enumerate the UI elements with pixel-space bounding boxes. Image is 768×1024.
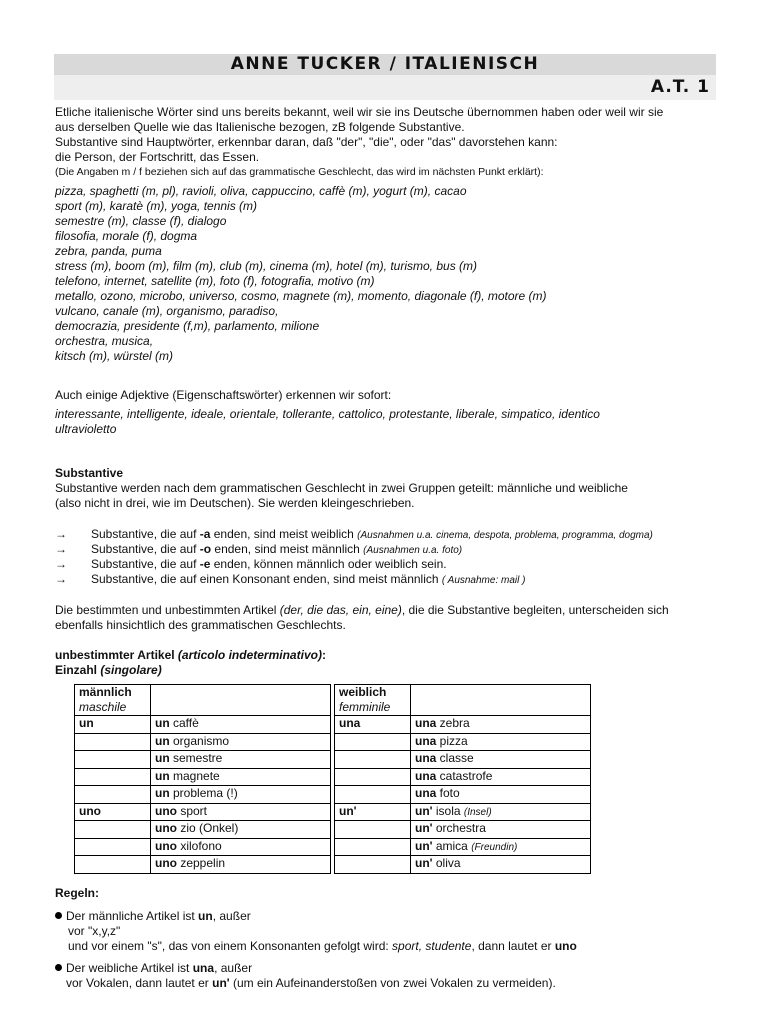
article-cell [335,751,411,769]
articles-paragraph [55,603,725,633]
example-cell: un' oliva [411,856,591,874]
substantive-section [55,466,725,511]
article-cell [75,768,151,786]
article-cell [335,856,411,874]
article-cell: un [75,716,151,734]
noun-line: sport (m), karatè (m), yoga, tennis (m) [55,199,258,213]
article-cell [335,768,411,786]
noun-line: semestre (m), classe (f), dialogo [55,214,227,228]
article-cell [75,733,151,751]
gender-rules-list [55,527,725,587]
feminine-article-table [334,684,591,874]
example-cell: una catastrofe [411,768,591,786]
intro-line: die Person, der Fortschritt, das Essen. [55,150,260,164]
adjective-list [55,407,725,437]
table-row [75,768,331,786]
table-row [335,821,591,839]
arrow-icon: → [55,527,67,541]
gender-rule: → Substantive, die auf -a enden, sind meist weiblich (Ausnahmen u.a. cinema, despota, problema, programma, dogma) [55,527,653,541]
table-row [75,856,331,874]
empty-header-cell [151,685,331,716]
rule-masculine: Der männliche Artikel ist un, außer vor "x,y,z" und vor einem "s", das von einem Konsonanten gefolgt wird: sport, studente, dann lautet er uno [55,909,725,954]
article-cell: una [335,716,411,734]
masculine-article-table [74,684,331,874]
document-code: A.T. 1 [650,77,710,97]
adjective-line: ultravioletto [55,422,117,436]
table-header-row [75,685,331,716]
intro-paragraph [55,105,725,180]
article-cell [335,786,411,804]
adjective-line: interessante, intelligente, ideale, orientale, tollerante, cattolico, protestante, liberale, simpatico, identico [55,407,600,421]
page-title: ANNE TUCKER / ITALIENISCH [230,54,540,74]
arrow-icon: → [55,542,67,556]
article-cell [335,733,411,751]
article-cell [75,751,151,769]
table-row [335,733,591,751]
noun-line: democrazia, presidente (f,m), parlamento, milione [55,319,320,333]
intro-note: (Die Angaben m / f beziehen sich auf das grammatische Geschlecht, das wird im nächsten Punkt erklärt): [55,166,544,178]
substantive-line: Substantive werden nach dem grammatischen Geschlecht in zwei Gruppen geteilt: männliche und weibliche [55,481,628,495]
rules-heading: Regeln: [55,886,100,900]
example-cell: un problema (!) [151,786,331,804]
article-cell: un' [335,803,411,821]
article-cell [75,856,151,874]
table-row [75,733,331,751]
example-cell: un semestre [151,751,331,769]
table-row [75,786,331,804]
intro-line: aus derselben Quelle wie das Italienische bezogen, zB folgende Substantive. [55,120,465,134]
example-cell: una classe [411,751,591,769]
example-cell: uno sport [151,803,331,821]
example-cell: uno xilofono [151,838,331,856]
example-cell: un' orchestra [411,821,591,839]
intro-line: Substantive sind Hauptwörter, erkennbar daran, daß "der", "die", oder "das" davorstehen kann: [55,135,558,149]
substantive-line: (also nicht in drei, wie im Deutschen). Sie werden kleingeschrieben. [55,496,415,510]
table-header-row [335,685,591,716]
articles-line: ebenfalls hinsichtlich des grammatischen Geschlechts. [55,618,346,632]
table-row [75,751,331,769]
example-cell: uno zeppelin [151,856,331,874]
rule-feminine: Der weibliche Artikel ist una, außer vor Vokalen, dann lautet er un' (um ein Aufeinanderstoßen von zwei Vokalen zu vermeiden). [55,961,725,991]
table-row [75,821,331,839]
example-cell: un' amica (Freundin) [411,838,591,856]
gender-header: männlich maschile [75,685,151,716]
article-cell [335,821,411,839]
table-row [335,786,591,804]
gender-rule: → Substantive, die auf einen Konsonant enden, sind meist männlich ( Ausnahme: mail ) [55,572,526,586]
example-cell: un magnete [151,768,331,786]
article-cell [75,821,151,839]
table-row [335,751,591,769]
noun-line: orchestra, musica, [55,334,154,348]
rules-section [55,886,725,901]
arrow-icon: → [55,572,67,586]
bullet-icon [55,912,62,919]
noun-line: filosofia, morale (f), dogma [55,229,198,243]
noun-line: zebra, panda, puma [55,244,162,258]
article-cell [335,838,411,856]
example-cell: un' isola (Insel) [411,803,591,821]
arrow-icon: → [55,557,67,571]
indefinite-article-heading: unbestimmter Artikel (articolo indeterminativo): Einzahl (singolare) [55,648,326,677]
noun-line: vulcano, canale (m), organismo, paradiso, [55,304,279,318]
gender-rule: → Substantive, die auf -e enden, können männlich oder weiblich sein. [55,557,447,571]
header-title-bar [54,54,716,75]
empty-header-cell [411,685,591,716]
intro-line: Etliche italienische Wörter sind uns bereits bekannt, weil wir sie ins Deutsche übernommen haben oder weil wir sie [55,105,664,119]
bullet-icon [55,964,62,971]
example-cell: una pizza [411,733,591,751]
table-row [335,838,591,856]
header-code-bar [54,75,716,100]
table-row [75,803,331,821]
article-cell [75,838,151,856]
noun-line: telefono, internet, satellite (m), foto (f), fotografia, motivo (m) [55,274,375,288]
noun-line: pizza, spaghetti (m, pl), ravioli, oliva, cappuccino, caffè (m), yogurt (m), cacao [55,184,467,198]
gender-header: weiblich femminile [335,685,411,716]
noun-line: stress (m), boom (m), film (m), club (m), cinema (m), hotel (m), turismo, bus (m) [55,259,478,273]
table-row [75,716,331,734]
section-heading: Substantive [55,466,124,480]
gender-rule: → Substantive, die auf -o enden, sind meist männlich (Ausnahmen u.a. foto) [55,542,463,556]
table-row [335,716,591,734]
table-row [335,856,591,874]
noun-line: metallo, ozono, microbo, universo, cosmo, magnete (m), momento, diagonale (f), motore (m) [55,289,547,303]
example-cell: un caffè [151,716,331,734]
example-cell: una zebra [411,716,591,734]
table-row [335,803,591,821]
table-row [335,768,591,786]
noun-line: kitsch (m), würstel (m) [55,349,173,363]
table-row [75,838,331,856]
example-cell: uno zio (Onkel) [151,821,331,839]
article-cell [75,786,151,804]
article-cell: uno [75,803,151,821]
example-cell: un organismo [151,733,331,751]
adjectives-intro: Auch einige Adjektive (Eigenschaftswörter) erkennen wir sofort: [55,388,392,402]
noun-list [55,184,725,364]
articles-line: Die bestimmten und unbestimmten Artikel (der, die das, ein, eine), die die Substantive begleiten, unterscheiden sich [55,603,669,617]
example-cell: una foto [411,786,591,804]
